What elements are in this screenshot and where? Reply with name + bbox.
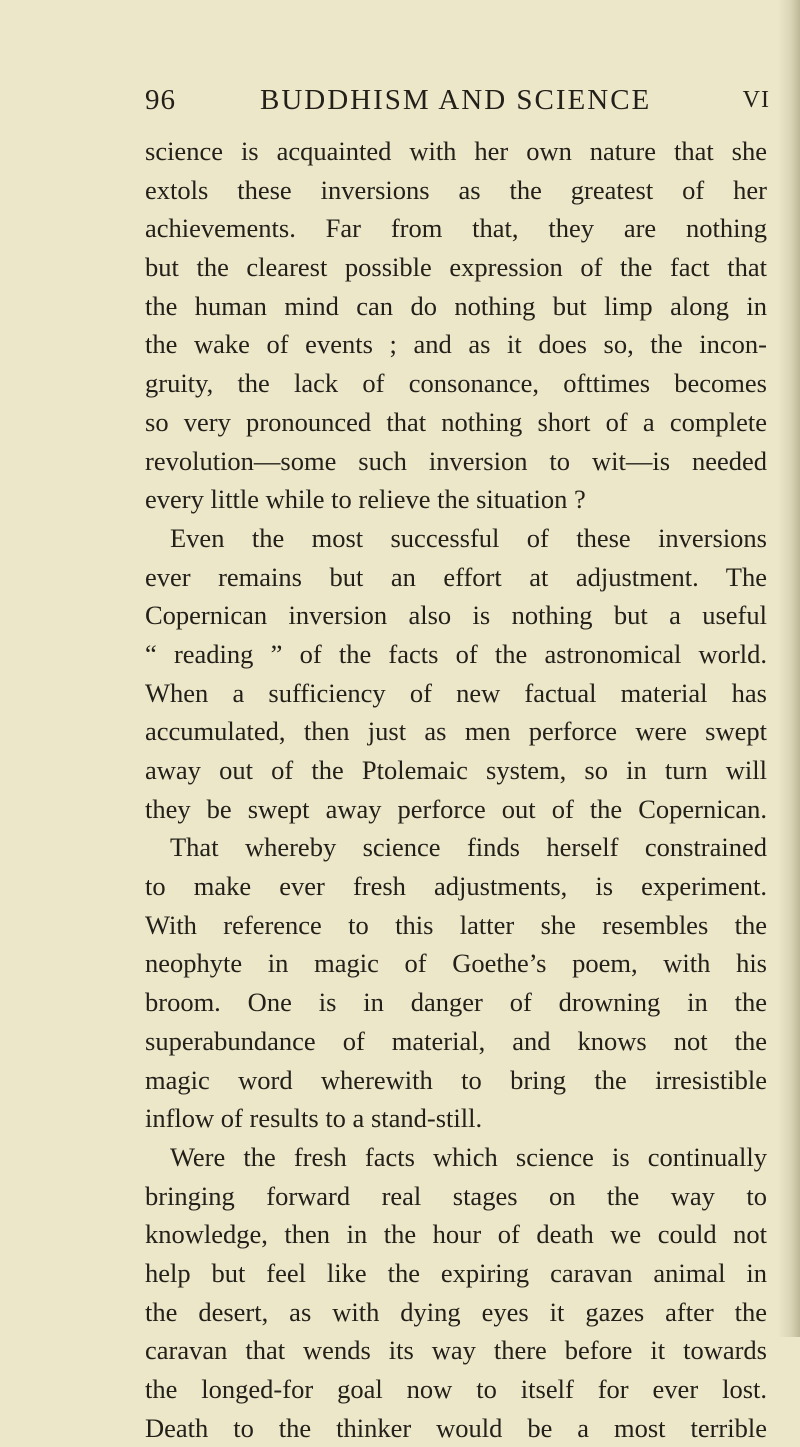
text-line: caravan that wends its way there before it towards — [145, 1335, 767, 1366]
text-line: the wake of events ; and as it does so, the incon- — [145, 329, 767, 360]
text-line: superabundance of material, and knows not the — [145, 1025, 767, 1056]
text-line: to make ever fresh adjustments, is experiment. — [145, 871, 767, 902]
text-line: extols these inversions as the greatest of her — [145, 174, 767, 205]
text-line: the desert, as with dying eyes it gazes after the — [145, 1296, 767, 1327]
text-line: ever remains but an effort at adjustment. The — [145, 561, 767, 592]
text-line: When a sufficiency of new factual material has — [145, 677, 767, 708]
text-line: away out of the Ptolemaic system, so in turn will — [145, 755, 767, 785]
text-line: Were the fresh facts which science is continually — [170, 1141, 767, 1172]
text-line: Even the most successful of these inversions — [170, 522, 767, 553]
text-line: Copernican inversion also is nothing but a useful — [145, 600, 767, 631]
text-line: but the clearest possible expression of the fact that — [145, 252, 767, 283]
text-line: “ reading ” of the facts of the astronomical world. — [145, 638, 767, 669]
text-line: bringing forward real stages on the way to — [145, 1180, 767, 1211]
text-line: accumulated, then just as men perforce were swept — [145, 716, 767, 747]
text-line: broom. One is in danger of drowning in the — [145, 987, 767, 1018]
text-line: With reference to this latter she resembles the — [145, 909, 767, 940]
text-line: knowledge, then in the hour of death we could not — [145, 1219, 767, 1250]
book-title: BUDDHISM AND SCIENCE — [260, 84, 652, 116]
running-head — [145, 84, 770, 124]
text-line: the human mind can do nothing but limp along in — [145, 290, 767, 321]
text-line: achievements. Far from that, they are nothing — [145, 213, 767, 244]
text-line: so very pronounced that nothing short of a complete — [145, 406, 767, 437]
text-line: magic word wherewith to bring the irresistible — [145, 1064, 767, 1095]
text-line: gruity, the lack of consonance, ofttimes becomes — [145, 368, 767, 399]
text-line: That whereby science finds herself constrained — [170, 832, 767, 863]
text-line: the longed-for goal now to itself for ever lost. — [145, 1374, 767, 1404]
page-number: 96 — [145, 84, 176, 116]
text-line: neophyte in magic of Goethe’s poem, with his — [145, 948, 767, 979]
chapter-number: VI — [742, 87, 770, 113]
text-line: revolution—some such inversion to wit—is needed — [145, 445, 767, 476]
body-text — [145, 132, 767, 1447]
text-line: inflow of results to a stand-still. — [145, 1103, 483, 1134]
page-edge-shadow — [778, 0, 800, 1337]
text-line: they be swept away perforce out of the Copernican. — [145, 793, 767, 824]
text-line: science is acquainted with her own nature that she — [145, 136, 767, 166]
text-line: every little while to relieve the situation ? — [145, 484, 586, 515]
text-line: help but feel like the expiring caravan animal in — [145, 1257, 767, 1288]
text-line: Death to the thinker would be a most terrible — [145, 1412, 767, 1443]
